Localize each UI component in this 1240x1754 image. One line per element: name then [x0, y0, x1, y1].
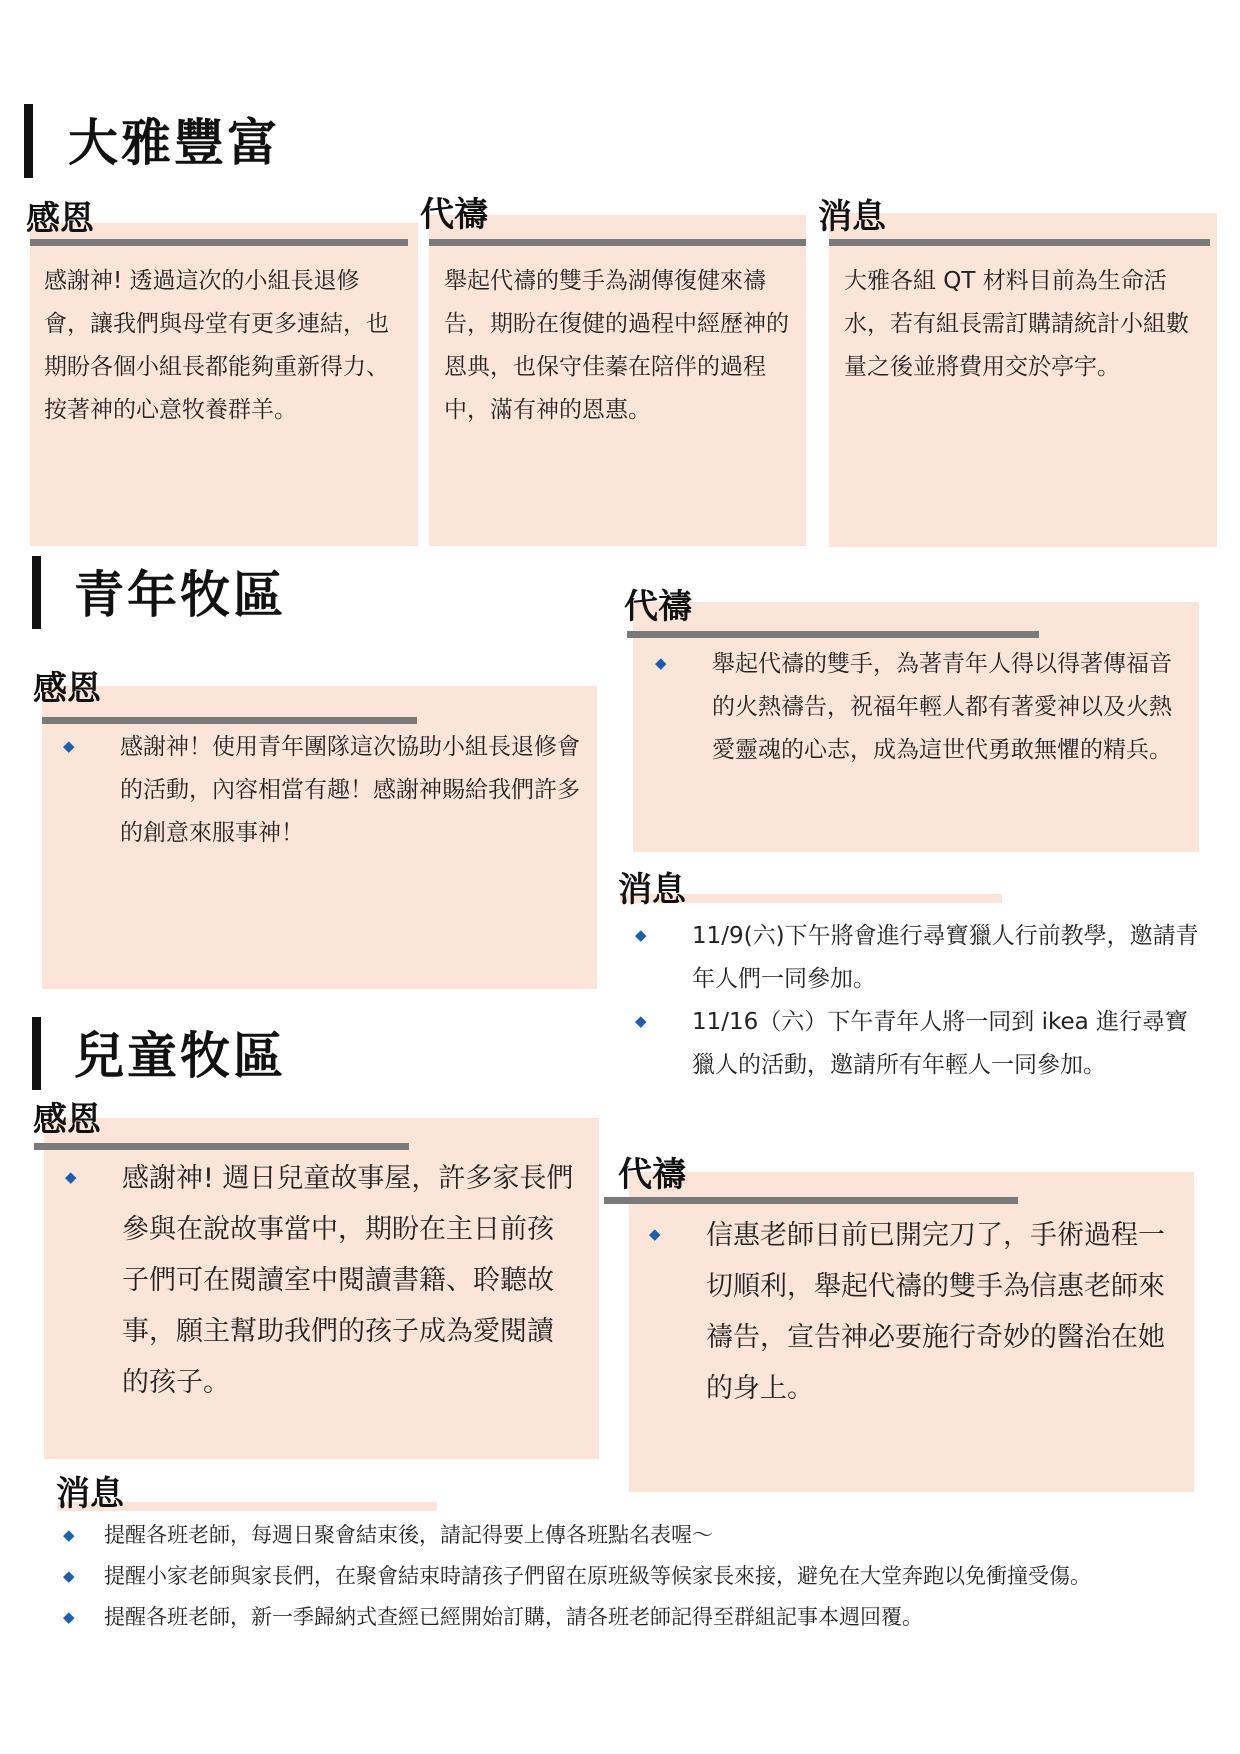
section-rule [829, 239, 1210, 246]
news-list [630, 915, 1210, 1087]
thanks-label: 感恩 [33, 669, 101, 709]
news-label: 消息 [56, 1474, 124, 1514]
diamond-bullet-icon: ◆ [65, 1168, 77, 1186]
list-item: ◆ 11/16（六）下午青年人將一同到 ikea 進行尋寶獵人的活動，邀請所有年輕人一同參加。 [635, 1009, 1189, 1078]
section-title-children: 兒童牧區 [74, 1027, 286, 1085]
diamond-bullet-icon: ◆ [635, 926, 647, 944]
list-item: ◆ 感謝神！使用青年團隊這次協助小組長退修會的活動，內容相當有趣！感謝神賜給我們許多的創意來服事神！ [63, 734, 580, 846]
thanks-label: 感恩 [26, 199, 94, 239]
prayer-label: 代禱 [420, 195, 488, 235]
section-rule [30, 239, 408, 246]
prayer-text: 舉起代禱的雙手為湖傳復健來禱告，期盼在復健的過程中經歷神的恩典，也保守佳蓁在陪伴的過程中，滿有神的恩惠。 [444, 268, 789, 423]
list-item: ◆ 提醒各班老師，新一季歸納式查經已經開始訂購，請各班老師記得至群組記事本週回覆。 [63, 1605, 923, 1629]
prayer-label: 代禱 [624, 587, 692, 627]
prayer-list [644, 1210, 1166, 1414]
section-rule [429, 239, 806, 246]
list-item: ◆ 提醒各班老師，每週日聚會結束後，請記得要上傳各班點名表喔～ [63, 1523, 713, 1547]
news-label: 消息 [818, 197, 886, 237]
prayer-list [650, 643, 1182, 772]
section-title-dayafengfu: 大雅豐富 [68, 114, 280, 172]
thanks-list [58, 726, 580, 855]
section-rule [627, 631, 1039, 638]
section-marker-bar [32, 556, 41, 629]
thanks-list [60, 1153, 580, 1408]
news-text: 大雅各組 QT 材料目前為生命活水，若有組長需訂購請統計小組數量之後並將費用交於亭宇。 [844, 268, 1189, 380]
news-list [58, 1515, 1218, 1638]
diamond-bullet-icon: ◆ [63, 737, 75, 755]
section-rule [42, 717, 417, 724]
prayer-label: 代禱 [618, 1155, 686, 1195]
section-rule [34, 1143, 409, 1150]
diamond-bullet-icon: ◆ [655, 654, 667, 672]
diamond-bullet-icon: ◆ [63, 1608, 75, 1626]
section-marker-bar [24, 104, 33, 178]
list-item: ◆ 舉起代禱的雙手，為著青年人得以得著傳福音的火熱禱告，祝福年輕人都有著愛神以及火熱愛靈魂的心志，成為這世代勇敢無懼的精兵。 [655, 651, 1172, 763]
diamond-bullet-icon: ◆ [63, 1567, 75, 1585]
list-item: ◆ 11/9(六)下午將會進行尋寶獵人行前教學，邀請青年人們一同參加。 [635, 923, 1199, 992]
section-rule [604, 1197, 1018, 1204]
thanks-label: 感恩 [33, 1100, 101, 1140]
list-item: ◆ 感謝神! 週日兒童故事屋，許多家長們參與在說故事當中，期盼在主日前孩子們可在閱讀室中閱讀書籍、聆聽故事，願主幫助我們的孩子成為愛閱讀的孩子。 [65, 1163, 574, 1398]
section-marker-bar [32, 1017, 41, 1090]
diamond-bullet-icon: ◆ [635, 1012, 647, 1030]
section-title-youth: 青年牧區 [74, 566, 286, 624]
diamond-bullet-icon: ◆ [63, 1526, 75, 1544]
news-label: 消息 [618, 870, 686, 910]
list-item: ◆ 提醒小家老師與家長們，在聚會結束時請孩子們留在原班級等候家長來接，避免在大堂奔跑以免衝撞受傷。 [63, 1564, 1091, 1588]
diamond-bullet-icon: ◆ [649, 1225, 661, 1243]
thanks-text: 感謝神! 透過這次的小組長退修會，讓我們與母堂有更多連結，也期盼各個小組長都能夠重新得力、按著神的心意牧養群羊。 [44, 268, 389, 423]
list-item: ◆ 信惠老師日前已開完刀了，手術過程一切順利，舉起代禱的雙手為信惠老師來禱告，宣告神必要施行奇妙的醫治在她的身上。 [649, 1220, 1165, 1404]
